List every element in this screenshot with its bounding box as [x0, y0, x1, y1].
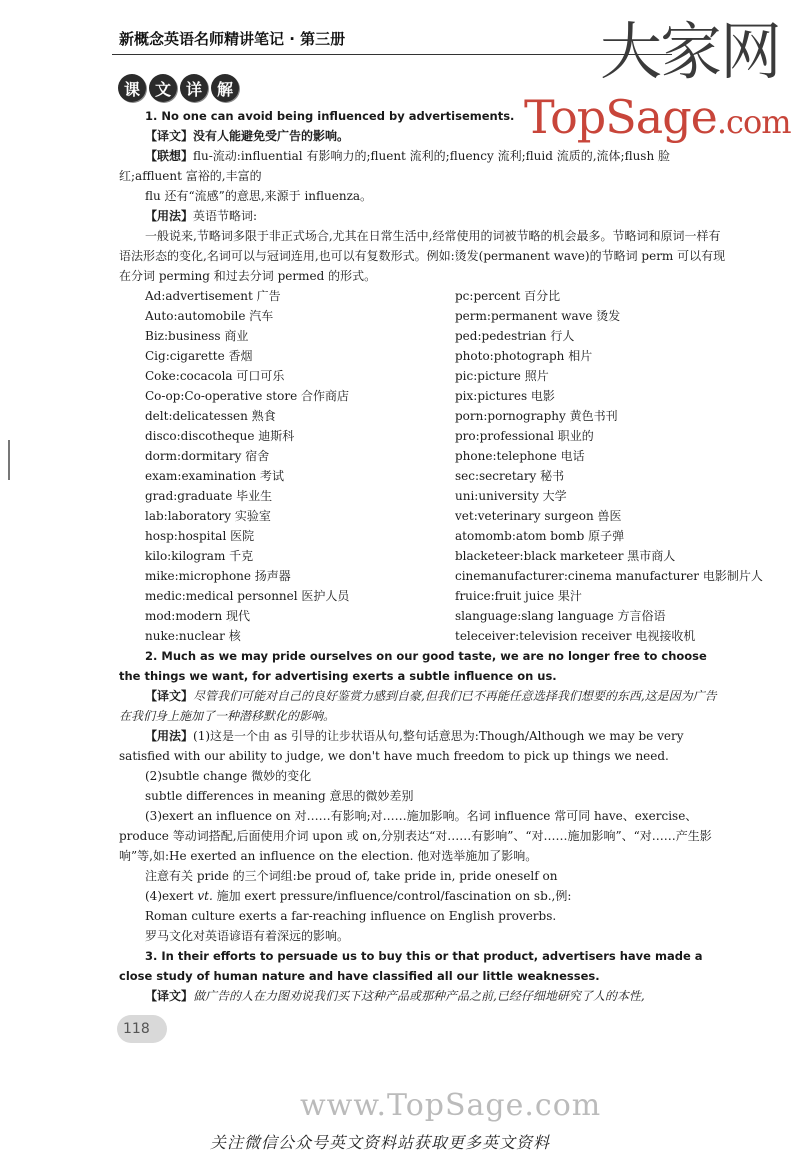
s2-point-4-pre: (4)exert: [145, 889, 198, 903]
abbreviation-item: kilo:kilogram 千克: [145, 549, 254, 563]
s2-point-2b: subtle differences in meaning 意思的微妙差别: [145, 789, 414, 803]
s1-usage-body: 一般说来,节略词多限于非正式场合,尤其在日常生活中,经常使用的词被节略的机会最多。节略词和原词一样有语法形态的变化,名词可以与冠词连用,也可以有复数形式。例如:烫发(permanent wave)的节略词 perm 可以有现在分词 perming 和过去分词 permed 的形式。: [119, 229, 726, 283]
sentence-1-heading: 1. No one can avoid being influenced by advertisements.: [145, 109, 515, 123]
abbreviation-item: Ad:advertisement 广告: [145, 289, 281, 303]
abbreviation-item: phone:telephone 电话: [455, 449, 585, 463]
abbreviation-item: photo:photograph 相片: [455, 349, 593, 363]
abbreviation-item: pix:pictures 电影: [455, 389, 555, 403]
footer-watermark-url: www.TopSage.com: [300, 1088, 602, 1123]
label-yiwen: 【译文】: [145, 989, 194, 1003]
brand-logo-chinese: 大家网: [600, 15, 781, 88]
abbreviation-item: cinemanufacturer:cinema manufacturer 电影制片人: [455, 569, 763, 583]
sentence-2-heading: 2. Much as we may pride ourselves on our good taste, we are no longer free to choose the things we want, for advertising exerts a subtle influence on us.: [119, 649, 707, 683]
abbreviation-item: Auto:automobile 汽车: [145, 309, 274, 323]
s2-point-1: (1)这是一个由 as 引导的让步状语从句,整句话意思为:Though/Although we may be very satisfied with our ability to judge, we don't have much freedom to pick up things we need.: [119, 729, 684, 763]
abbreviation-item: teleceiver:television receiver 电视接收机: [455, 629, 696, 643]
s2-point-3: (3)exert an influence on 对……有影响;对……施加影响。名词 influence 常可同 have、exercise、produce 等动词搭配,后面使用介词 upon 或 on,分别表达“对……有影响”、“对……施加影响”、“对……产生影响”等,如:He exerted an influence on the election. 他对选举施加了影响。: [119, 809, 712, 863]
label-yongfa: 【用法】: [145, 209, 194, 223]
abbreviation-item: hosp:hospital 医院: [145, 529, 255, 543]
s1-association-text: flu-流动:influential 有影响力的;fluent 流利的;fluency 流利;fluid 流质的,流体;flush 脸红;affluent 富裕的,丰富的: [119, 149, 671, 183]
abbreviation-item: Biz:business 商业: [145, 329, 249, 343]
page-number: 118: [117, 1015, 167, 1043]
abbreviation-item: pro:professional 职业的: [455, 429, 594, 443]
abbreviation-item: mod:modern 现代: [145, 609, 250, 623]
abbreviation-item: slanguage:slang language 方言俗语: [455, 609, 666, 623]
abbreviation-item: uni:university 大学: [455, 489, 567, 503]
scan-margin-mark: [8, 440, 10, 480]
sentence-3-heading: 3. In their efforts to persuade us to buy this or that product, advertisers have made a close study of human nature and have classified all our little weaknesses.: [119, 949, 703, 983]
abbreviation-item: atomomb:atom bomb 原子弹: [455, 529, 625, 543]
s2-example-en: Roman culture exerts a far-reaching influence on English proverbs.: [145, 909, 557, 923]
abbreviation-item: Cig:cigarette 香烟: [145, 349, 253, 363]
s1-flu-note: flu 还有“流感”的意思,来源于 influenza。: [145, 189, 373, 203]
abbreviation-list: [119, 286, 763, 646]
s1-association: [119, 146, 727, 186]
label-yiwen: 【译文】: [145, 129, 194, 143]
s2-usage: [119, 726, 727, 766]
section-badge: [118, 74, 239, 102]
abbreviation-item: dorm:dormitary 宿舍: [145, 449, 270, 463]
s1-usage: [119, 206, 727, 226]
label-yongfa: 【用法】: [145, 729, 194, 743]
abbreviation-item: grad:graduate 毕业生: [145, 489, 273, 503]
section-badge-char: 课: [118, 74, 146, 102]
s1-usage-title: 英语节略词:: [193, 209, 258, 223]
s3-translation: [119, 986, 727, 1006]
s2-point-4-post: 施加 exert pressure/influence/control/fascination on sb.,例:: [212, 889, 572, 903]
s2-translation-text: 尽管我们可能对自己的良好鉴赏力感到自豪,但我们已不再能任意选择我们想要的东西,这是因为广告在我们身上施加了一种潜移默化的影响。: [119, 689, 717, 723]
s2-example-cn: 罗马文化对英语谚语有着深远的影响。: [145, 929, 350, 943]
abbreviation-item: mike:microphone 扬声器: [145, 569, 291, 583]
label-lianxiang: 【联想】: [145, 149, 194, 163]
s2-point-2: (2)subtle change 微妙的变化: [145, 769, 312, 783]
abbreviation-item: disco:discotheque 迪斯科: [145, 429, 295, 443]
abbreviation-item: Co-op:Co-operative store 合作商店: [145, 389, 349, 403]
label-yiwen: 【译文】: [145, 689, 194, 703]
abbreviation-item: delt:delicatessen 熟食: [145, 409, 276, 423]
s2-point-4-pos: vt.: [197, 889, 213, 903]
section-badge-char: 文: [149, 74, 177, 102]
abbreviation-item: blacketeer:black marketeer 黑市商人: [455, 549, 676, 563]
abbreviation-item: medic:medical personnel 医护人员: [145, 589, 350, 603]
abbreviation-item: lab:laboratory 实验室: [145, 509, 271, 523]
section-badge-char: 详: [180, 74, 208, 102]
s3-translation-text: 做广告的人在力图劝说我们买下这种产品或那种产品之前,已经仔细地研究了人的本性,: [193, 989, 645, 1003]
abbreviation-item: exam:examination 考试: [145, 469, 284, 483]
abbreviation-item: nuke:nuclear 核: [145, 629, 241, 643]
section-badge-char: 解: [211, 74, 239, 102]
s1-translation-text: 没有人能避免受广告的影响。: [193, 129, 350, 143]
abbreviation-item: perm:permanent wave 烫发: [455, 309, 621, 323]
abbreviation-item: pic:picture 照片: [455, 369, 549, 383]
abbreviation-item: porn:pornography 黄色书刊: [455, 409, 618, 423]
abbreviation-item: sec:secretary 秘书: [455, 469, 565, 483]
abbreviation-item: vet:veterinary surgeon 兽医: [455, 509, 622, 523]
s2-point-4: [119, 886, 727, 906]
header-divider: [112, 54, 672, 55]
abbreviation-item: Coke:cocacola 可口可乐: [145, 369, 285, 383]
abbreviation-item: fruice:fruit juice 果汁: [455, 589, 582, 603]
footer-note: 关注微信公众号英文资料站获取更多英文资料: [210, 1133, 551, 1152]
s1-translation: [119, 126, 727, 146]
abbreviation-item: pc:percent 百分比: [455, 289, 561, 303]
brand-name: TopSage: [524, 90, 717, 144]
running-header-title: 新概念英语名师精讲笔记 · 第三册: [119, 30, 346, 48]
s2-pride-note: 注意有关 pride 的三个词组:be proud of, take pride in, pride oneself on: [145, 869, 558, 883]
brand-domain: .com: [716, 103, 791, 141]
s2-translation: [119, 686, 727, 726]
abbreviation-item: ped:pedestrian 行人: [455, 329, 575, 343]
